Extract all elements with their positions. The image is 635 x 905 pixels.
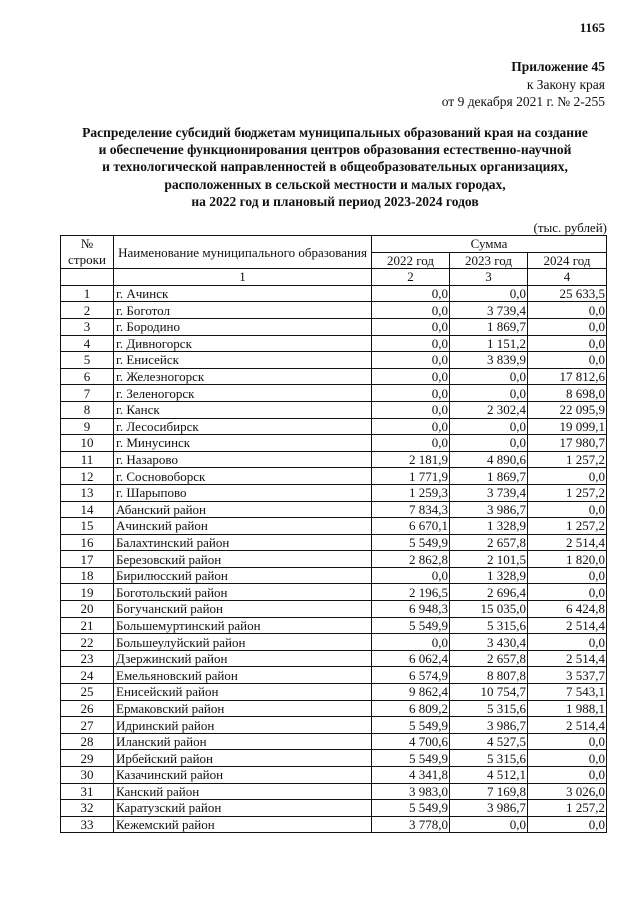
amount-2024: 2 514,4 bbox=[528, 650, 607, 667]
row-number: 3 bbox=[61, 318, 114, 335]
amount-2023: 8 807,8 bbox=[450, 667, 528, 684]
amount-2023: 15 035,0 bbox=[450, 601, 528, 618]
amount-2023: 4 890,6 bbox=[450, 451, 528, 468]
row-number: 25 bbox=[61, 684, 114, 701]
amount-2023: 2 657,8 bbox=[450, 534, 528, 551]
table-row bbox=[61, 700, 607, 717]
row-number: 30 bbox=[61, 767, 114, 784]
amount-2023: 2 657,8 bbox=[450, 650, 528, 667]
row-number: 19 bbox=[61, 584, 114, 601]
amount-2022: 0,0 bbox=[372, 318, 450, 335]
header-2023: 2023 год bbox=[450, 252, 528, 269]
amount-2024: 2 514,4 bbox=[528, 617, 607, 634]
table-row bbox=[61, 667, 607, 684]
table-row bbox=[61, 435, 607, 452]
amount-2023: 3 739,4 bbox=[450, 484, 528, 501]
amount-2023: 1 869,7 bbox=[450, 318, 528, 335]
amount-2023: 0,0 bbox=[450, 368, 528, 385]
amount-2024: 1 820,0 bbox=[528, 551, 607, 568]
annex-title: Приложение 45 bbox=[511, 59, 605, 74]
amount-2024: 0,0 bbox=[528, 501, 607, 518]
amount-2024: 0,0 bbox=[528, 567, 607, 584]
amount-2023: 5 315,6 bbox=[450, 617, 528, 634]
row-number: 16 bbox=[61, 534, 114, 551]
table-row bbox=[61, 733, 607, 750]
municipality-name: г. Лесосибирск bbox=[114, 418, 372, 435]
amount-2023: 1 328,9 bbox=[450, 518, 528, 535]
table-row bbox=[61, 501, 607, 518]
header-2022: 2022 год bbox=[372, 252, 450, 269]
municipality-name: Большеулуйский район bbox=[114, 634, 372, 651]
municipality-name: г. Назарово bbox=[114, 451, 372, 468]
amount-2023: 0,0 bbox=[450, 285, 528, 302]
amount-2022: 0,0 bbox=[372, 567, 450, 584]
amount-2023: 5 315,6 bbox=[450, 750, 528, 767]
col-number-empty bbox=[61, 269, 114, 286]
amount-2022: 6 670,1 bbox=[372, 518, 450, 535]
amount-2022: 6 574,9 bbox=[372, 667, 450, 684]
amount-2023: 2 101,5 bbox=[450, 551, 528, 568]
title-line: Распределение субсидий бюджетам муниципальных образований края на создание bbox=[82, 125, 588, 140]
amount-2023: 1 328,9 bbox=[450, 567, 528, 584]
municipality-name: Идринский район bbox=[114, 717, 372, 734]
municipality-name: г. Железногорск bbox=[114, 368, 372, 385]
amount-2024: 0,0 bbox=[528, 318, 607, 335]
table-row bbox=[61, 518, 607, 535]
amount-2024: 0,0 bbox=[528, 302, 607, 319]
row-number: 7 bbox=[61, 385, 114, 402]
municipality-name: Балахтинский район bbox=[114, 534, 372, 551]
municipality-name: Ачинский район bbox=[114, 518, 372, 535]
table-row bbox=[61, 617, 607, 634]
amount-2024: 0,0 bbox=[528, 335, 607, 352]
amount-2024: 7 543,1 bbox=[528, 684, 607, 701]
title-line: и обеспечение функционирования центров образования естественно-научной bbox=[98, 142, 572, 158]
amount-2022: 0,0 bbox=[372, 285, 450, 302]
row-number: 14 bbox=[61, 501, 114, 518]
amount-2022: 1 259,3 bbox=[372, 484, 450, 501]
municipality-name: г. Дивногорск bbox=[114, 335, 372, 352]
amount-2022: 5 549,9 bbox=[372, 617, 450, 634]
amount-2023: 1 151,2 bbox=[450, 335, 528, 352]
municipality-name: г. Ачинск bbox=[114, 285, 372, 302]
amount-2024: 1 988,1 bbox=[528, 700, 607, 717]
amount-2023: 3 986,7 bbox=[450, 717, 528, 734]
table-row bbox=[61, 750, 607, 767]
municipality-name: г. Канск bbox=[114, 401, 372, 418]
row-number: 1 bbox=[61, 285, 114, 302]
amount-2024: 1 257,2 bbox=[528, 484, 607, 501]
amount-2022: 6 062,4 bbox=[372, 650, 450, 667]
amount-2024: 25 633,5 bbox=[528, 285, 607, 302]
amount-2024: 3 026,0 bbox=[528, 783, 607, 800]
row-number: 24 bbox=[61, 667, 114, 684]
table-row bbox=[61, 352, 607, 369]
amount-2022: 0,0 bbox=[372, 302, 450, 319]
row-number: 8 bbox=[61, 401, 114, 418]
table-row bbox=[61, 484, 607, 501]
row-number: 18 bbox=[61, 567, 114, 584]
row-number: 17 bbox=[61, 551, 114, 568]
amount-2023: 1 869,7 bbox=[450, 468, 528, 485]
municipality-name: Бирилюсский район bbox=[114, 567, 372, 584]
municipality-name: Казачинский район bbox=[114, 767, 372, 784]
amount-2024: 0,0 bbox=[528, 468, 607, 485]
annex-header bbox=[442, 58, 605, 111]
amount-2024: 0,0 bbox=[528, 733, 607, 750]
amount-2023: 0,0 bbox=[450, 816, 528, 833]
table-row bbox=[61, 567, 607, 584]
amount-2022: 2 181,9 bbox=[372, 451, 450, 468]
amount-2022: 0,0 bbox=[372, 435, 450, 452]
row-number: 11 bbox=[61, 451, 114, 468]
table-row bbox=[61, 800, 607, 817]
col-number-3: 3 bbox=[450, 269, 528, 286]
col-number-4: 4 bbox=[528, 269, 607, 286]
row-number: 5 bbox=[61, 352, 114, 369]
municipality-name: г. Минусинск bbox=[114, 435, 372, 452]
row-number: 27 bbox=[61, 717, 114, 734]
row-number: 15 bbox=[61, 518, 114, 535]
municipality-name: Канский район bbox=[114, 783, 372, 800]
amount-2023: 2 696,4 bbox=[450, 584, 528, 601]
amount-2022: 0,0 bbox=[372, 368, 450, 385]
amount-2023: 4 512,1 bbox=[450, 767, 528, 784]
amount-2022: 4 341,8 bbox=[372, 767, 450, 784]
amount-2023: 0,0 bbox=[450, 435, 528, 452]
amount-2022: 2 196,5 bbox=[372, 584, 450, 601]
table-row bbox=[61, 634, 607, 651]
municipality-name: Иланский район bbox=[114, 733, 372, 750]
municipality-name: г. Бородино bbox=[114, 318, 372, 335]
table-row bbox=[61, 584, 607, 601]
table-row bbox=[61, 451, 607, 468]
table-row bbox=[61, 684, 607, 701]
table-row bbox=[61, 717, 607, 734]
row-number: 21 bbox=[61, 617, 114, 634]
row-number: 23 bbox=[61, 650, 114, 667]
amount-2022: 0,0 bbox=[372, 385, 450, 402]
amount-2022: 6 809,2 bbox=[372, 700, 450, 717]
municipality-name: Емельяновский район bbox=[114, 667, 372, 684]
row-number: 29 bbox=[61, 750, 114, 767]
title-line: на 2022 год и плановый период 2023-2024 годов bbox=[191, 193, 479, 209]
amount-2022: 5 549,9 bbox=[372, 534, 450, 551]
amount-2024: 2 514,4 bbox=[528, 717, 607, 734]
col-number-1: 1 bbox=[114, 269, 372, 286]
amount-2023: 0,0 bbox=[450, 385, 528, 402]
table-row bbox=[61, 368, 607, 385]
page-number: 1165 bbox=[579, 20, 605, 35]
municipality-name: Ирбейский район bbox=[114, 750, 372, 767]
amount-2022: 7 834,3 bbox=[372, 501, 450, 518]
amount-2024: 0,0 bbox=[528, 352, 607, 369]
municipality-name: Абанский район bbox=[114, 501, 372, 518]
amount-2024: 22 095,9 bbox=[528, 401, 607, 418]
table-row bbox=[61, 285, 607, 302]
table-row bbox=[61, 816, 607, 833]
row-number: 10 bbox=[61, 435, 114, 452]
amount-2024: 17 980,7 bbox=[528, 435, 607, 452]
table-row bbox=[61, 783, 607, 800]
row-number: 33 bbox=[61, 816, 114, 833]
row-number: 2 bbox=[61, 302, 114, 319]
table-row bbox=[61, 302, 607, 319]
row-number: 4 bbox=[61, 335, 114, 352]
amount-2024: 19 099,1 bbox=[528, 418, 607, 435]
amount-2024: 0,0 bbox=[528, 584, 607, 601]
header-2024: 2024 год bbox=[528, 252, 607, 269]
annex-law: к Закону края bbox=[526, 76, 605, 92]
row-number: 13 bbox=[61, 484, 114, 501]
amount-2023: 7 169,8 bbox=[450, 783, 528, 800]
municipality-name: г. Енисейск bbox=[114, 352, 372, 369]
table-row bbox=[61, 335, 607, 352]
amount-2022: 0,0 bbox=[372, 418, 450, 435]
title-line: и технологической направленностей в общеобразовательных организациях, bbox=[102, 159, 568, 175]
amount-2023: 3 839,9 bbox=[450, 352, 528, 369]
amount-2022: 5 549,9 bbox=[372, 750, 450, 767]
table-row bbox=[61, 401, 607, 418]
table-row bbox=[61, 650, 607, 667]
amount-2023: 3 986,7 bbox=[450, 800, 528, 817]
amount-2024: 0,0 bbox=[528, 767, 607, 784]
amount-2023: 4 527,5 bbox=[450, 733, 528, 750]
header-name: Наименование муниципального образования bbox=[114, 236, 372, 269]
amount-2022: 4 700,6 bbox=[372, 733, 450, 750]
amount-2022: 0,0 bbox=[372, 634, 450, 651]
amount-2022: 3 983,0 bbox=[372, 783, 450, 800]
table-row bbox=[61, 551, 607, 568]
header-row-number: № строки bbox=[61, 236, 114, 269]
amount-2024: 2 514,4 bbox=[528, 534, 607, 551]
row-number: 26 bbox=[61, 700, 114, 717]
amount-2022: 0,0 bbox=[372, 401, 450, 418]
municipality-name: Енисейский район bbox=[114, 684, 372, 701]
table-row bbox=[61, 385, 607, 402]
document-title bbox=[40, 124, 630, 210]
amount-2022: 5 549,9 bbox=[372, 800, 450, 817]
table-row bbox=[61, 601, 607, 618]
amount-2022: 2 862,8 bbox=[372, 551, 450, 568]
table-row bbox=[61, 418, 607, 435]
table-row bbox=[61, 767, 607, 784]
annex-date: от 9 декабря 2021 г. № 2-255 bbox=[441, 94, 605, 109]
amount-2023: 3 430,4 bbox=[450, 634, 528, 651]
municipality-name: г. Боготол bbox=[114, 302, 372, 319]
row-number: 22 bbox=[61, 634, 114, 651]
amount-2023: 3 739,4 bbox=[450, 302, 528, 319]
amount-2022: 5 549,9 bbox=[372, 717, 450, 734]
subsidy-table bbox=[60, 235, 607, 833]
row-number: 20 bbox=[61, 601, 114, 618]
col-number-2: 2 bbox=[372, 269, 450, 286]
table-row bbox=[61, 534, 607, 551]
table-row bbox=[61, 318, 607, 335]
municipality-name: г. Шарыпово bbox=[114, 484, 372, 501]
amount-2023: 5 315,6 bbox=[450, 700, 528, 717]
row-number: 12 bbox=[61, 468, 114, 485]
amount-2022: 9 862,4 bbox=[372, 684, 450, 701]
municipality-name: Богучанский район bbox=[114, 601, 372, 618]
unit-label: (тыс. рублей) bbox=[533, 220, 607, 235]
amount-2024: 3 537,7 bbox=[528, 667, 607, 684]
header-sum: Сумма bbox=[372, 236, 607, 253]
title-line: расположенных в сельской местности и малых городах, bbox=[164, 176, 506, 192]
amount-2022: 0,0 bbox=[372, 335, 450, 352]
amount-2023: 10 754,7 bbox=[450, 684, 528, 701]
amount-2024: 6 424,8 bbox=[528, 601, 607, 618]
row-number: 28 bbox=[61, 733, 114, 750]
row-number: 31 bbox=[61, 783, 114, 800]
amount-2023: 3 986,7 bbox=[450, 501, 528, 518]
amount-2024: 17 812,6 bbox=[528, 368, 607, 385]
amount-2024: 0,0 bbox=[528, 634, 607, 651]
municipality-name: Боготольский район bbox=[114, 584, 372, 601]
municipality-name: Большемуртинский район bbox=[114, 617, 372, 634]
amount-2024: 8 698,0 bbox=[528, 385, 607, 402]
row-number: 9 bbox=[61, 418, 114, 435]
row-number: 32 bbox=[61, 800, 114, 817]
municipality-name: Ермаковский район bbox=[114, 700, 372, 717]
amount-2022: 6 948,3 bbox=[372, 601, 450, 618]
municipality-name: Кежемский район bbox=[114, 816, 372, 833]
amount-2022: 1 771,9 bbox=[372, 468, 450, 485]
amount-2023: 2 302,4 bbox=[450, 401, 528, 418]
amount-2024: 1 257,2 bbox=[528, 800, 607, 817]
municipality-name: Каратузский район bbox=[114, 800, 372, 817]
amount-2023: 0,0 bbox=[450, 418, 528, 435]
municipality-name: Березовский район bbox=[114, 551, 372, 568]
amount-2024: 1 257,2 bbox=[528, 451, 607, 468]
table-row bbox=[61, 468, 607, 485]
amount-2024: 1 257,2 bbox=[528, 518, 607, 535]
row-number: 6 bbox=[61, 368, 114, 385]
amount-2022: 3 778,0 bbox=[372, 816, 450, 833]
municipality-name: Дзержинский район bbox=[114, 650, 372, 667]
amount-2022: 0,0 bbox=[372, 352, 450, 369]
municipality-name: г. Сосновоборск bbox=[114, 468, 372, 485]
municipality-name: г. Зеленогорск bbox=[114, 385, 372, 402]
amount-2024: 0,0 bbox=[528, 816, 607, 833]
amount-2024: 0,0 bbox=[528, 750, 607, 767]
